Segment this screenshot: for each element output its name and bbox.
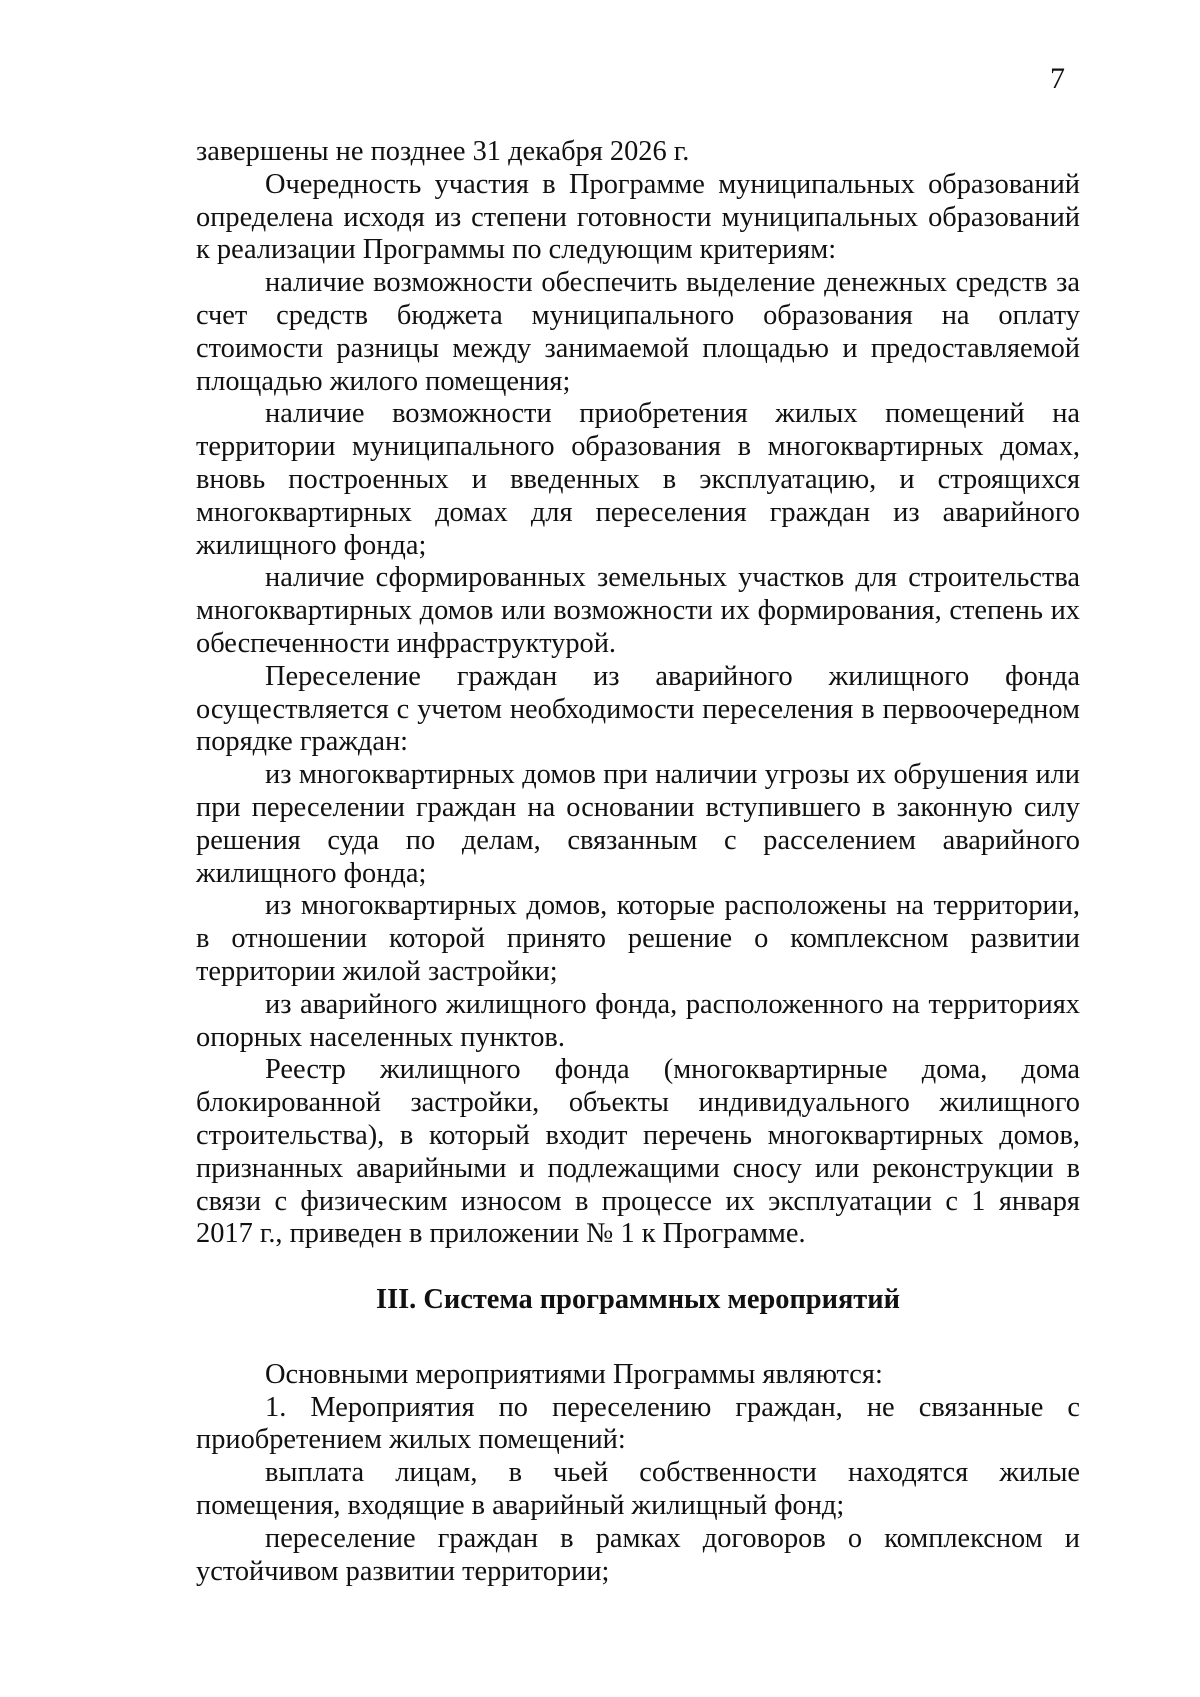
paragraph: Основными мероприятиями Программы являются:: [265, 1358, 883, 1390]
document-body: [196, 136, 1080, 1588]
paragraph: из многоквартирных домов, которые расположены на территории, в отношении которой принято решение о комплексном развитии территории жилой застройки;: [196, 890, 1080, 987]
paragraph: наличие сформированных земельных участков для строительства многоквартирных домов или возможности их формирования, степень их обеспеченности инфраструктурой.: [196, 562, 1080, 659]
paragraph: завершены не позднее 31 декабря 2026 г.: [196, 136, 690, 167]
paragraph: 1. Мероприятия по переселению граждан, не связанные с приобретением жилых помещений:: [196, 1391, 1080, 1456]
paragraph: из многоквартирных домов при наличии угрозы их обрушения или при переселении граждан на основании вступившего в законную силу решения суда по делам, связанным с расселением аварийного жилищного фонда;: [196, 759, 1080, 889]
paragraph: наличие возможности обеспечить выделение денежных средств за счет средств бюджета муниципального образования на оплату стоимости разницы между занимаемой площадью и предоставляемой площадью жилого помещения;: [196, 267, 1080, 397]
paragraph: переселение граждан в рамках договоров о комплексном и устойчивом развитии территории;: [196, 1522, 1080, 1587]
paragraph: выплата лицам, в чьей собственности находятся жилые помещения, входящие в аварийный жилищный фонд;: [196, 1457, 1080, 1522]
page-number: 7: [1050, 62, 1065, 95]
section-heading: III. Система программных мероприятий: [376, 1284, 900, 1316]
paragraph: Переселение граждан из аварийного жилищного фонда осуществляется с учетом необходимости переселения в первоочередном порядке граждан:: [196, 660, 1080, 758]
paragraph: Очередность участия в Программе муниципальных образований определена исходя из степени готовности муниципальных образований к реализации Программы по следующим критериям:: [196, 168, 1080, 266]
paragraph: из аварийного жилищного фонда, расположенного на территориях опорных населенных пунктов.: [196, 988, 1080, 1053]
paragraph: Реестр жилищного фонда (многоквартирные дома, дома блокированной застройки, объекты индивидуального жилищного строительства), в который входит перечень многоквартирных домов, признанных аварийными и подлежащими сносу или реконструкции в связи с физическим износом в процессе их эксплуатации с 1 января 2017 г., приведен в приложении № 1 к Программе.: [196, 1054, 1080, 1250]
paragraph: наличие возможности приобретения жилых помещений на территории муниципального образования в многоквартирных домах, вновь построенных и введенных в эксплуатацию, и строящихся многоквартирных домах для переселения граждан из аварийного жилищного фонда;: [196, 398, 1080, 561]
